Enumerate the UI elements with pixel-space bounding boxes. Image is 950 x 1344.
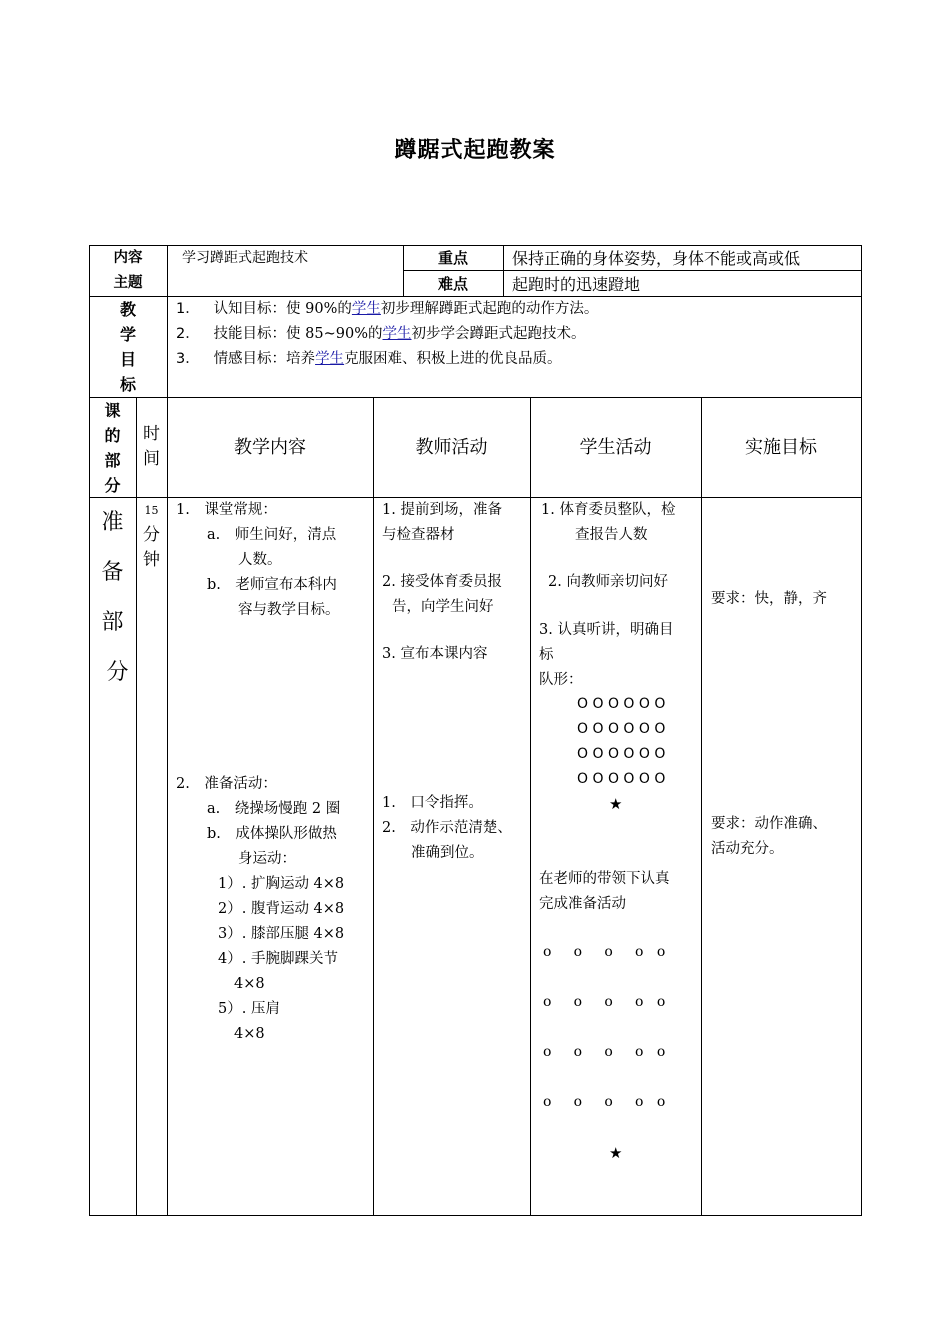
page-title: 蹲踞式起跑教案 xyxy=(394,138,556,163)
content-label-line1: 内容 xyxy=(113,250,143,266)
content-line: 2. 准备活动： xyxy=(176,776,277,792)
content-line: 4×8 xyxy=(234,976,265,992)
difficulty-value: 起跑时的迅速蹬地 xyxy=(512,275,641,294)
content-line: a. 绕操场慢跑 2 圈 xyxy=(207,801,341,817)
content-line: a. 师生问好，清点 xyxy=(207,527,337,543)
content-line: 3）. 膝部压腿 4×8 xyxy=(218,926,345,942)
teacher-line: 告，向学生问好 xyxy=(392,599,494,615)
key-point-value: 保持正确的身体姿势，身体不能或高或低 xyxy=(512,249,801,268)
formation-row: O O O O O O xyxy=(577,721,666,737)
formation-row: O O O O O O xyxy=(577,771,666,787)
content-line: 1）. 扩胸运动 4×8 xyxy=(218,876,345,892)
formation-row: o o o o o xyxy=(543,994,666,1010)
content-line: 容与教学目标。 xyxy=(238,602,340,618)
goal-item: 3． 情感目标：培养学生克服困难、积极上进的优良品质。 xyxy=(176,351,562,367)
student-link[interactable]: 学生 xyxy=(315,351,345,367)
content-line: b. 老师宣布本科内 xyxy=(207,577,337,593)
teacher-line: 准确到位。 xyxy=(411,845,484,861)
student-line: 标 xyxy=(539,647,554,663)
teacher-line: 3. 宣布本课内容 xyxy=(382,646,488,662)
formation-row: o o o o o xyxy=(543,1044,666,1060)
content-line: 身运动： xyxy=(238,851,296,867)
content-line: 人数。 xyxy=(238,552,282,568)
student-line: 3. 认真听讲，明确目 xyxy=(539,622,674,638)
goal-column-header: 实施目标 xyxy=(745,437,817,458)
teacher-line: 1. 提前到场，准备 xyxy=(382,502,502,518)
key-point-label: 重点 xyxy=(437,249,468,267)
content-column-header: 教学内容 xyxy=(234,437,306,458)
time-column-header: 时 间 xyxy=(143,424,160,469)
teacher-line: 1. 口令指挥。 xyxy=(382,795,483,811)
formation-row: O O O O O O xyxy=(577,696,666,712)
student-link[interactable]: 学生 xyxy=(351,301,381,317)
goal-requirement: 要求：快，静，齐 xyxy=(711,591,827,607)
teacher-position-star: ★ xyxy=(609,795,623,813)
part-column-header: 课 的 部 分 xyxy=(104,401,121,495)
goal-item: 2． 技能目标：使 85~90%的学生初步学会蹲距式起跑技术。 xyxy=(176,326,586,342)
student-line: 队形： xyxy=(539,672,583,688)
goals-label: 教 学 目 标 xyxy=(119,300,136,394)
student-link[interactable]: 学生 xyxy=(382,326,412,342)
student-line: 2. 向教师亲切问好 xyxy=(548,574,668,590)
teacher-line: 2. 接受体育委员报 xyxy=(382,574,502,590)
formation-row: O O O O O O xyxy=(577,746,666,762)
content-line: 2）. 腹背运动 4×8 xyxy=(218,901,345,917)
content-value: 学习蹲距式起跑技术 xyxy=(182,250,308,266)
student-column-header: 学生活动 xyxy=(579,437,652,458)
goal-item: 1． 认知目标：使 90%的学生初步理解蹲距式起跑的动作方法。 xyxy=(176,301,599,317)
student-line: 查报告人数 xyxy=(575,527,648,543)
formation-row: o o o o o xyxy=(543,1094,666,1110)
teacher-column-header: 教师活动 xyxy=(415,437,488,458)
difficulty-label: 难点 xyxy=(437,275,468,293)
section-part-label: 准 备 部 分 xyxy=(101,510,129,685)
content-line: b. 成体操队形做热 xyxy=(207,826,337,842)
teacher-position-star: ★ xyxy=(609,1144,623,1162)
content-line: 5）. 压肩 xyxy=(218,1001,280,1017)
goal-requirement: 要求：动作准确、 xyxy=(711,816,827,832)
section-time: 15 分 钟 xyxy=(143,504,160,570)
content-line: 1. 课堂常规： xyxy=(176,502,277,518)
content-line: 4）. 手腕脚踝关节 xyxy=(218,951,338,967)
content-line: 4×8 xyxy=(234,1026,265,1042)
student-line: 完成准备活动 xyxy=(539,896,626,912)
student-line: 1. 体育委员整队，检 xyxy=(541,502,676,518)
student-line: 在老师的带领下认真 xyxy=(539,871,670,887)
goal-requirement: 活动充分。 xyxy=(711,841,784,857)
content-label-line2: 主题 xyxy=(113,275,143,291)
teacher-line: 与检查器材 xyxy=(382,527,455,543)
formation-row: o o o o o xyxy=(543,944,666,960)
teacher-line: 2. 动作示范清楚、 xyxy=(382,820,512,836)
